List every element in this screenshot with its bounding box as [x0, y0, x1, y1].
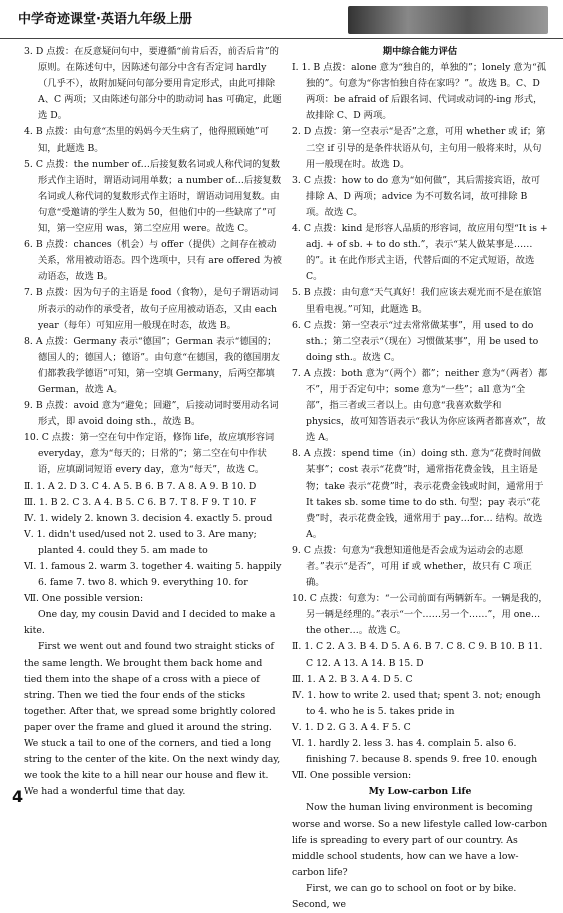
page-header — [0, 0, 563, 39]
answer-explanation: 5. C 点拨：the number of…后接复数名词或人称代词的复数形式作主语时，谓语动词用单数；a number of…后接复数名词或人称代词的复数形式作主语时，谓语动词用复数。由句意“受邀请的学生人数为 50，但他们中的一些缺席了”可知，第一空应用 was，第二空应用 were。故选 C。 — [24, 158, 282, 235]
section-title: 期中综合能力评估 — [382, 46, 458, 57]
answer-key-line: Ⅱ. 1. C 2. A 3. B 4. D 5. A 6. B 7. C 8. C 9. B 10. B 11. C 12. A 13. A 14. B 15. D — [292, 641, 543, 669]
answer-explanation: 10. C 点拨：第一空在句中作定语，修饰 life，故应填形容词 everyday，意为“每天的；日常的”；第二空在句中作状语，应填副词短语 every day，意为“每天”，故选 C。 — [24, 432, 275, 476]
answer-explanation: 3. D 点拨：在反意疑问句中，要遵循“前肯后否，前否后肯”的原则。在陈述句中，因陈述句部分中含有否定词 hardly（几乎不），故附加疑问句部分要用肯定形式，由此可排除 A、C 两项；又由陈述句部分中的助动词 has 可确定，此题选 D。 — [24, 46, 282, 122]
essay-paragraph: First, we can go to school on foot or by bike. Second, we — [292, 882, 517, 910]
answer-key-line: Ⅶ. One possible version: — [24, 593, 144, 605]
answer-key-line: Ⅲ. 1. A 2. B 3. A 4. D 5. C — [292, 673, 413, 685]
essay-paragraph: First we went out and found two straight sticks of the same length. We brought them back home and tied them into the shape of a cross with a piece of string. Then we tied the four ends of the sticks together. After that, we spread some brightly colored paper over the frame and glued it around the string. We stuck a tail to one of the corners, and tied a long string to the center of the kite. On the next windy day, we took the kite to a hill near our house and flew it. We had a wonderful time that day. — [24, 641, 281, 798]
answer-key-line: Ⅳ. 1. how to write 2. used that; spent 3. not; enough to 4. who he is 5. takes pride in — [292, 689, 541, 717]
answer-explanation: 9. B 点拨：avoid 意为“避免；回避”，后接动词时要用动名词形式，即 avoid doing sth.，故选 B。 — [24, 400, 279, 428]
left-column — [24, 44, 282, 800]
answer-explanation: 6. B 点拨：chances（机会）与 offer（提供）之间存在被动关系，常用被动语态。四个选项中，只有 are offered 为被动语态，故选 B。 — [24, 239, 282, 283]
answer-explanation: Ⅰ. 1. B 点拨：alone 意为“独自的，单独的”；lonely 意为“孤独的”。句意为“你害怕独自待在家吗？”。故选 B。C、D 两项：be afraid of 后跟名词、代词或动词的-ing 形式，故排除 C、D 两项。 — [292, 62, 547, 122]
answer-key-line: Ⅶ. One possible version: — [292, 770, 412, 782]
answer-explanation: 8. A 点拨：Germany 表示“德国”；German 表示“德国的；德国人的；德国人；德语”。由句意“在德国，我的德国朋友们都教我学德语”可知，第一空填 Germany，后两空都填 German，故选 A。 — [24, 335, 280, 395]
page-number: 4 — [12, 787, 24, 806]
answer-explanation: 7. A 点拨：both 意为“（两个）都”；neither 意为“（两者）都不”，用于否定句中；some 意为“一些”；all 意为“全部”，指三者或三者以上。由句意“我喜欢数学和 physics，故可知答语表示“我认为你应该两者都喜欢”，故选 A。 — [292, 367, 548, 444]
answer-explanation: 5. B 点拨：由句意“天气真好！我们应该去观光而不是在旅馆里看电视。”可知，此题选 B。 — [292, 287, 542, 315]
essay-title: My Low-carbon Life — [368, 786, 472, 798]
answer-key-line: Ⅵ. 1. hardly 2. less 3. has 4. complain 5. also 6. finishing 7. because 8. spends 9. free 10. enough — [292, 738, 538, 766]
answer-explanation: 2. D 点拨：第一空表示“是否”之意，可用 whether 或 if；第二空 if 引导的是条件状语从句，主句用一般将来时，从句用一般现在时。故选 D。 — [292, 126, 546, 170]
header-banner-image — [348, 6, 548, 34]
book-brand: 中学奇迹课堂·英语九年级上册 — [18, 12, 192, 27]
answer-key-line: Ⅴ. 1. didn't used/used not 2. used to 3. Are many; planted 4. could they 5. am made to — [24, 528, 257, 556]
answer-explanation: 7. B 点拨：因为句子的主语是 food（食物），是句子谓语动词所表示的动作的承受者，故句子应用被动语态，又由 each year（每年）可知应用一般现在时态，故选 B。 — [24, 287, 279, 331]
answer-key-line: Ⅳ. 1. widely 2. known 3. decision 4. exactly 5. proud — [24, 512, 273, 524]
essay-paragraph: Now the human living environment is becoming worse and worse. So a new lifestyle called low-carbon life is spreading to every part of our country. As middle school students, how can we have a low-carbon life? — [292, 802, 548, 878]
answer-explanation: 9. C 点拨：句意为“我想知道他是否会成为运动会的志愿者。”表示“是否”，可用 if 或 whether，故只有 C 项正确。 — [292, 544, 532, 589]
answer-key-line: Ⅴ. 1. D 2. G 3. A 4. F 5. C — [292, 721, 411, 733]
answer-explanation: 10. C 点拨：句意为：“一公司前面有两辆新车。一辆是我的，另一辆是经理的。”表示“一个……另一个……”，用 one…the other…。故选 C。 — [292, 593, 548, 637]
answer-explanation: 8. A 点拨：spend time（in）doing sth. 意为“花费时间做某事”；cost 表示“花费”时，通常指花费金钱，且主语是物；take 表示“花费”时，表示花费金钱或时间，通常用于 It takes sb. some time to do sth. 句型；pay 表示“花费”时，表示花费金钱，通常用于 pay…for… 结构。故选 A。 — [292, 448, 544, 540]
watermark-logo — [400, 780, 550, 820]
answer-explanation: 3. C 点拨：how to do 意为“如何做”，其后需接宾语，故可排除 A、D 两项；advice 为不可数名词，故可排除 B 项。故选 C。 — [292, 174, 541, 218]
answer-key-line: Ⅲ. 1. B 2. C 3. A 4. B 5. C 6. B 7. T 8. F 9. T 10. F — [24, 496, 257, 508]
answer-explanation: 6. C 点拨：第一空表示“过去常常做某事”，用 used to do sth.；第二空表示“（现在）习惯做某事”，用 be used to doing sth.。故选 C。 — [292, 319, 539, 363]
answer-key-line: Ⅱ. 1. A 2. D 3. C 4. A 5. B 6. B 7. A 8. A 9. B 10. D — [24, 480, 257, 492]
answer-explanation: 4. B 点拨：由句意“杰里的妈妈今天生病了，他得照顾她”可知，此题选 B。 — [24, 126, 269, 154]
answer-key-line: Ⅵ. 1. famous 2. warm 3. together 4. waiting 5. happily 6. fame 7. two 8. which 9. everything 10. for — [24, 561, 282, 589]
essay-paragraph: One day, my cousin David and I decided to make a kite. — [24, 609, 276, 637]
answer-explanation: 4. C 点拨：kind 是形容人品质的形容词，故应用句型“It is + adj. + of sb. + to do sth.”，表示“某人做某事是……的”。it 在此作形式主语，代替后面的不定式短语，故选 C。 — [292, 223, 548, 283]
